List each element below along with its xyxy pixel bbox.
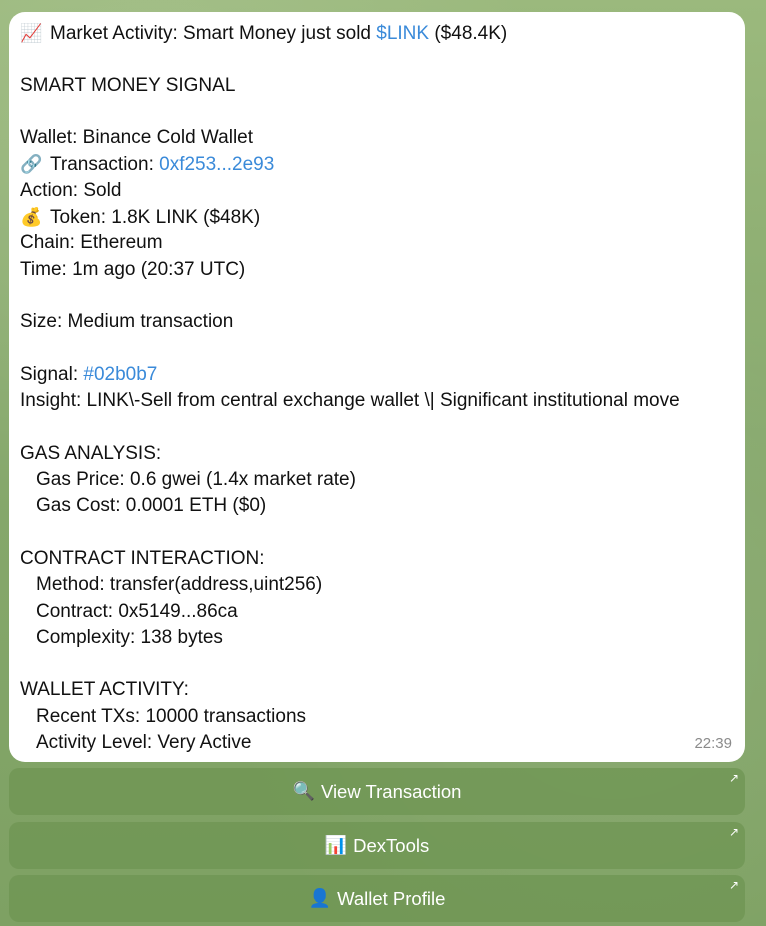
wallet-profile-label: Wallet Profile [337, 887, 446, 909]
view-transaction-label: View Transaction [320, 780, 462, 802]
signal-line: Signal: #02b0b7 [20, 363, 158, 385]
gas-analysis-title: GAS ANALYSIS: [20, 442, 162, 464]
signal-title: SMART MONEY SIGNAL [20, 74, 236, 96]
contract-interaction-title: CONTRACT INTERACTION: [20, 547, 265, 569]
action-line: Action: Sold [20, 179, 122, 201]
spacer [20, 520, 734, 546]
spacer [20, 99, 734, 125]
contract-line: Contract: 0x5149...86ca [36, 600, 238, 622]
message-bubble [9, 12, 745, 762]
method-line: Method: transfer(address,uint256) [36, 574, 323, 596]
signal-hashtag-link[interactable]: #02b0b7 [83, 363, 158, 385]
spacer [20, 336, 734, 362]
spacer [20, 414, 734, 440]
external-link-arrow-icon: ↗ [728, 825, 739, 839]
size-line: Size: Medium transaction [20, 311, 234, 333]
external-link-arrow-icon: ↗ [728, 878, 739, 892]
insight-line: Insight: LINK\-Sell from central exchange wallet \| Significant institutional move [20, 390, 680, 412]
link-icon: 🔗 [20, 154, 43, 175]
spacer [20, 46, 734, 72]
spacer [20, 283, 734, 309]
message-timestamp: 22:39 [694, 734, 732, 752]
person-silhouette-icon: 👤 [308, 888, 332, 908]
wallet-activity-title: WALLET ACTIVITY: [20, 679, 189, 701]
money-bag-icon: 💰 [20, 207, 43, 228]
activity-level-line: Activity Level: Very Active [36, 732, 252, 754]
recent-txs-line: Recent TXs: 10000 transactions [36, 705, 307, 727]
magnifier-icon: 🔍 [292, 781, 315, 801]
message-header: 📈 Market Activity: Smart Money just sold $LINK ($48.4K) [20, 20, 734, 46]
complexity-line: Complexity: 138 bytes [36, 626, 223, 648]
token-line: 💰 Token: 1.8K LINK ($48K) [20, 204, 734, 230]
spacer [20, 651, 734, 677]
wallet-line: Wallet: Binance Cold Wallet [20, 127, 254, 149]
external-link-arrow-icon: ↗ [728, 771, 739, 785]
gas-price-line: Gas Price: 0.6 gwei (1.4x market rate) [36, 469, 356, 491]
view-transaction-button[interactable] [9, 768, 745, 815]
dextools-button[interactable] [9, 822, 745, 869]
dextools-label: DexTools [353, 834, 430, 856]
wallet-profile-button[interactable] [9, 875, 745, 922]
bar-chart-icon: 📊 [324, 835, 348, 855]
gas-cost-line: Gas Cost: 0.0001 ETH ($0) [36, 495, 267, 517]
transaction-line: 🔗 Transaction: 0xf253...2e93 [20, 151, 734, 177]
time-line: Time: 1m ago (20:37 UTC) [20, 258, 246, 280]
chart-increasing-icon: 📈 [20, 23, 43, 43]
transaction-hash-link[interactable]: 0xf253...2e93 [159, 154, 275, 176]
chain-line: Chain: Ethereum [20, 232, 163, 254]
token-cashtag-link[interactable]: $LINK [376, 23, 430, 44]
